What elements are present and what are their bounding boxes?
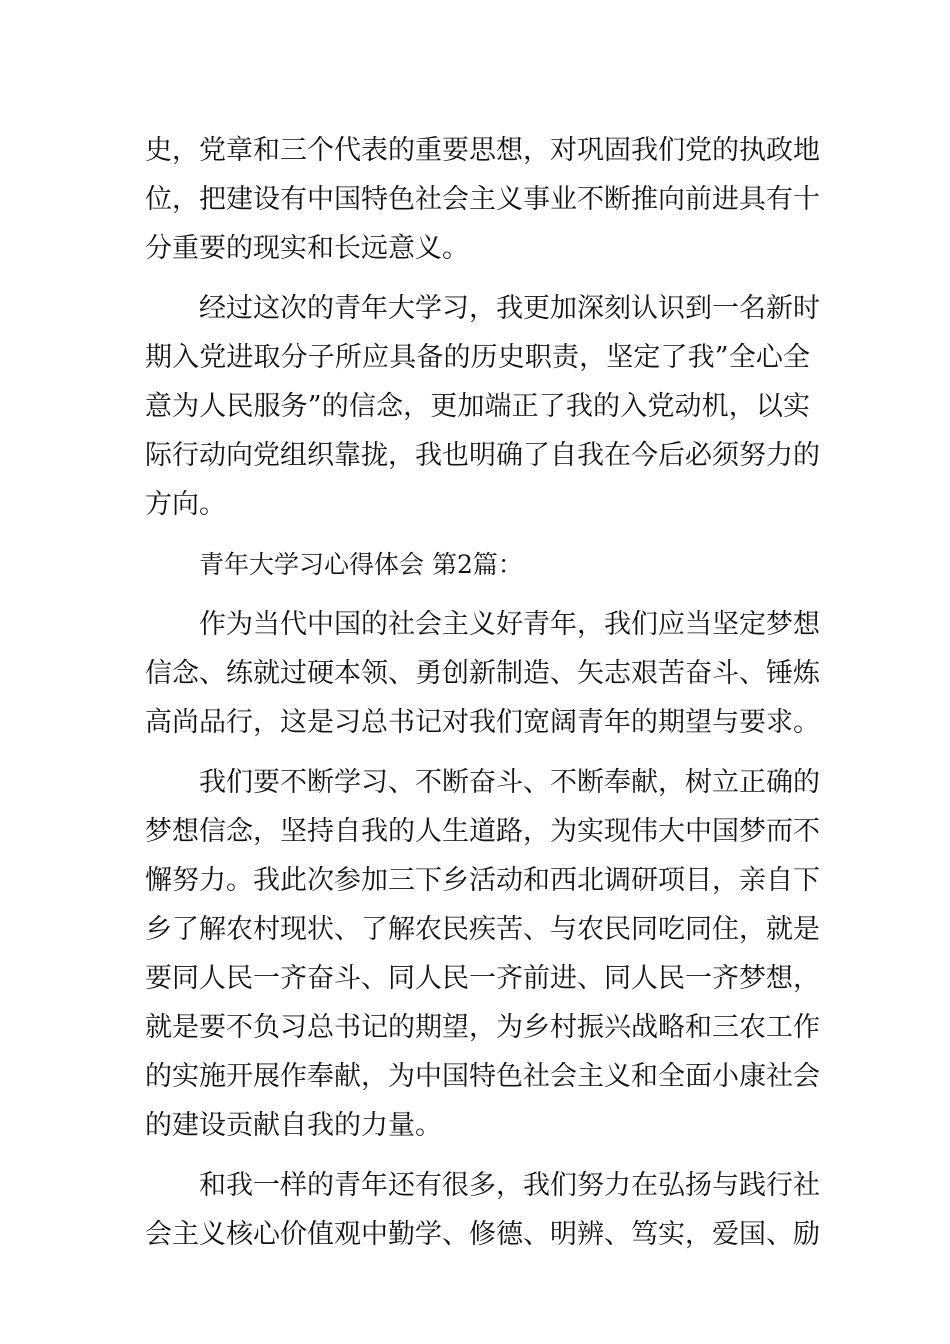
text-line: 就是要不负习总书记的期望，为乡村振兴战略和三农工作 [145, 1012, 820, 1043]
text-line: 的实施开展作奉献，为中国特色社会主义和全面小康社会 [145, 1061, 820, 1092]
text-line: 经过这次的青年大学习，我更加深刻认识到一名新时 [199, 293, 820, 324]
paragraph [145, 758, 820, 1150]
text-line: 梦想信念，坚持自我的人生道路，为实现伟大中国梦而不 [145, 816, 820, 847]
text-line: 意为人民服务”的信念，更加端正了我的入党动机，以实 [145, 391, 810, 422]
text-line: 史，党章和三个代表的重要思想，对巩固我们党的执政地 [145, 135, 820, 166]
text-line: 信念、练就过硬本领、勇创新制造、矢志艰苦奋斗、锤炼 [145, 658, 820, 689]
text-line: 我们要不断学习、不断奋斗、不断奉献，树立正确的 [199, 767, 820, 798]
text-line: 期入党进取分子所应具备的历史职责，坚定了我”全心全 [145, 342, 810, 373]
text-line: 要同人民一齐奋斗、同人民一齐前进、同人民一齐梦想， [145, 963, 820, 994]
text-line: 方向。 [145, 489, 226, 520]
heading-text: 青年大学习心得体会 第2篇： [199, 550, 523, 579]
paragraph [145, 284, 820, 529]
text-line: 乡了解农村现状、了解农民疾苦、与农民同吃同住，就是 [145, 914, 820, 945]
text-line: 际行动向党组织靠拢，我也明确了自我在今后必须努力的 [145, 440, 820, 471]
section-heading [145, 540, 810, 589]
text-line: 作为当代中国的社会主义好青年，我们应当坚定梦想 [199, 609, 820, 640]
paragraph [145, 1161, 820, 1259]
text-line: 分重要的现实和长远意义。 [145, 233, 469, 264]
text-line: 懈努力。我此次参加三下乡活动和西北调研项目，亲自下 [145, 865, 820, 896]
text-line: 高尚品行，这是习总书记对我们宽阔青年的期望与要求。 [145, 707, 820, 738]
paragraph [145, 600, 820, 747]
document-body [145, 126, 820, 1259]
text-line: 位，把建设有中国特色社会主义事业不断推向前进具有十 [145, 184, 820, 215]
text-line: 的建设贡献自我的力量。 [145, 1110, 442, 1141]
text-line: 和我一样的青年还有很多，我们努力在弘扬与践行社 [199, 1170, 820, 1201]
text-line: 会主义核心价值观中勤学、修德、明辨、笃实，爱国、励 [145, 1219, 820, 1250]
paragraph [145, 126, 820, 273]
